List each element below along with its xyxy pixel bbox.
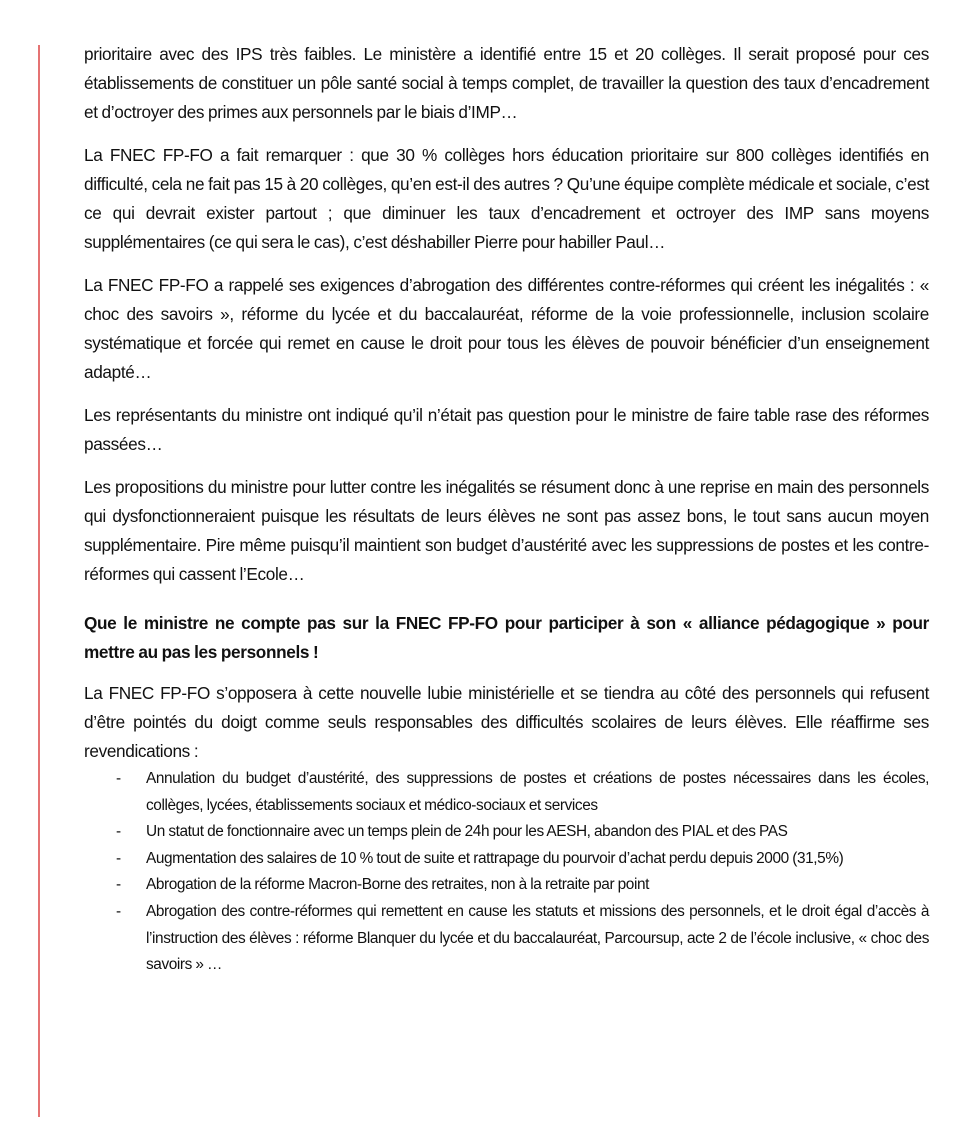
paragraph-ministry-proposals: Les propositions du ministre pour lutter contre les inégalités se résument donc à une reprise en main des personnels qui dysfonctionneraient puisque les résultats de leurs élèves ne sont pas assez bons, le tout sans aucun moyen supplémentaire. Pire même puisqu’il maintient son budget d’austérité avec les suppressions de postes et les contre-réformes qui cassent l’Ecole… bbox=[84, 477, 929, 584]
list-item bbox=[84, 872, 929, 899]
list-item bbox=[84, 846, 929, 873]
paragraph-ministry-response: Les représentants du ministre ont indiqué qu’il n’était pas question pour le ministre de faire table rase des réformes passées… bbox=[84, 405, 929, 454]
paragraph-intro-demands: La FNEC FP-FO s’opposera à cette nouvelle lubie ministérielle et se tiendra au côté des personnels qui refusent d’être pointés du doigt comme seuls responsables des difficultés scolaires de leurs élèves. Elle réaffirme ses revendications : bbox=[84, 683, 929, 761]
list-item-text: Abrogation de la réforme Macron-Borne des retraites, non à la retraite par point bbox=[146, 876, 650, 894]
list-item bbox=[84, 766, 929, 819]
document-body bbox=[84, 40, 929, 979]
list-item-text: Augmentation des salaires de 10 % tout de suite et rattrapage du pourvoir d’achat perdu depuis 2000 (31,5%) bbox=[146, 849, 844, 867]
bullet-dash: - bbox=[116, 902, 121, 920]
bullet-dash: - bbox=[116, 876, 121, 894]
paragraph-ips-colleges: prioritaire avec des IPS très faibles. Le ministère a identifié entre 15 et 20 collèges. Il serait proposé pour ces établissements de constituer un pôle santé social à temps complet, de travailler la question des taux d’encadrement et d’octroyer des primes aux personnels par le biais d’IMP… bbox=[84, 44, 929, 122]
paragraph-abrogation-demands: La FNEC FP-FO a rappelé ses exigences d’abrogation des différentes contre-réformes qui créent les inégalités : « choc des savoirs », réforme du lycée et du baccalauréat, réforme de la voie professionnelle, inclusion scolaire systématique et forcée qui remet en cause le droit pour tous les élèves de pouvoir bénéficier d’un enseignement adapté… bbox=[84, 275, 929, 382]
list-item-text: Un statut de fonctionnaire avec un temps plein de 24h pour les AESH, abandon des PIAL et des PAS bbox=[146, 823, 788, 841]
list-item bbox=[84, 899, 929, 979]
bullet-dash: - bbox=[116, 823, 121, 841]
section-heading: Que le ministre ne compte pas sur la FNEC FP-FO pour participer à son « alliance pédagogique » pour mettre au pas les personnels ! bbox=[84, 613, 929, 662]
list-item-text: Annulation du budget d’austérité, des suppressions de postes et créations de postes nécessaires dans les écoles, collèges, lycées, établissements sociaux et médico-sociaux et services bbox=[146, 770, 929, 814]
bullet-dash: - bbox=[116, 770, 121, 787]
list-item-text: Abrogation des contre-réformes qui remettent en cause les statuts et missions des personnels, et le droit égal d’accès à l’instruction des élèves : réforme Blanquer du lycée et du baccalauréat, Parcoursup, acte 2 de l’école inclusive, « choc des savoirs » … bbox=[146, 902, 929, 974]
paragraph-fnec-remarks: La FNEC FP-FO a fait remarquer : que 30 % collèges hors éducation prioritaire sur 800 collèges identifiés en difficulté, cela ne fait pas 15 à 20 collèges, qu’en est-il des autres ? Qu’une équipe complète médicale et sociale, c’est ce qui devrait exister partout ; que diminuer les taux d’encadrement et octroyer des IMP sans moyens supplémentaires (ce qui sera le cas), c’est déshabiller Pierre pour habiller Paul… bbox=[84, 145, 929, 252]
demands-list bbox=[84, 766, 929, 979]
list-item bbox=[84, 819, 929, 846]
margin-rule bbox=[38, 45, 40, 1117]
bullet-dash: - bbox=[116, 849, 121, 867]
